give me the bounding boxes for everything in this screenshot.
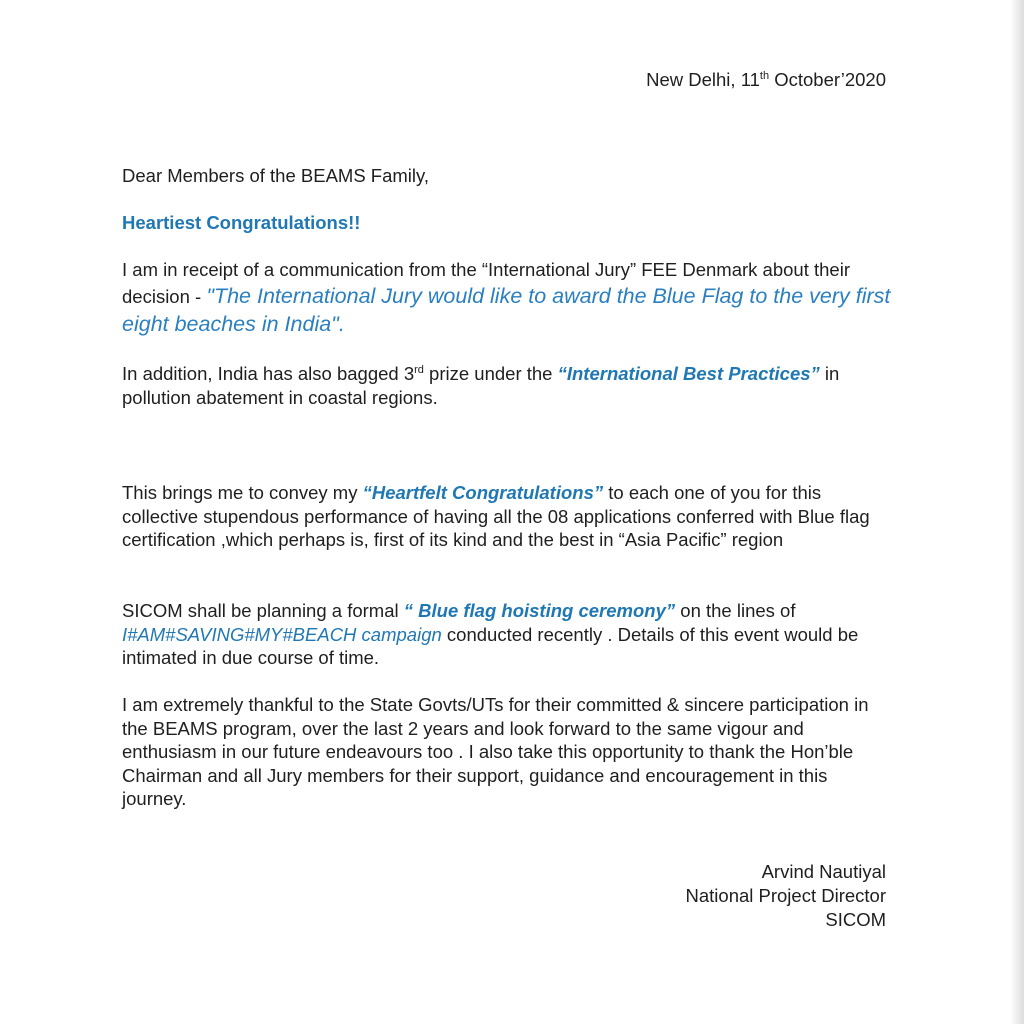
para2-text-c: in pollution abatement in coastal regions. — [122, 363, 840, 408]
date-superscript: th — [759, 70, 770, 82]
best-practices-highlight: “International Best Practices” — [557, 363, 820, 384]
para2-text-b: prize under the — [423, 363, 558, 384]
para1-text: I am in receipt of a communication from the “International Jury” FEE Denmark about their decision - — [122, 259, 850, 307]
paragraph-heartfelt — [122, 481, 892, 552]
signature-block — [686, 860, 887, 932]
para3-text-b: to each one of you for this collective stupendous performance of having all the 08 applications conferred with Blue flag certification ,which perhaps is, first of its kind and the best in “Asia Pacific” region — [122, 482, 870, 550]
page-edge-shadow — [1010, 0, 1024, 1024]
para3-text-a: This brings me to convey my — [122, 482, 363, 503]
paragraph-jury-decision — [122, 258, 892, 338]
letter-date — [646, 68, 886, 92]
para4-text-a: SICOM shall be planning a formal — [122, 600, 404, 621]
date-suffix: October’2020 — [769, 69, 886, 90]
salutation: Dear Members of the BEAMS Family, — [122, 165, 430, 186]
paragraph-thanks: I am extremely thankful to the State Govts/UTs for their committed & sincere participation in the BEAMS program, over the last 2 years and look forward to the same vigour and enthusiasm in our future endeavours too . I also take this opportunity to thank the Hon’ble Chairman and all Jury members for their support, guidance and encouragement in this journey. — [122, 694, 869, 809]
para4-text-b: on the lines of — [675, 600, 796, 621]
signatory-organization: SICOM — [825, 909, 886, 930]
jury-quote: "The International Jury would like to award the Blue Flag to the very first eight beaches in India". — [122, 283, 891, 336]
para2-superscript: rd — [414, 364, 424, 376]
heartfelt-highlight: “Heartfelt Congratulations” — [362, 482, 604, 503]
signatory-title: National Project Director — [685, 885, 886, 906]
para2-text-a: In addition, India has also bagged 3 — [122, 363, 415, 384]
signatory-name: Arvind Nautiyal — [761, 861, 886, 882]
campaign-highlight: I#AM#SAVING#MY#BEACH campaign — [122, 623, 442, 645]
para4-text-c: conducted recently . Details of this event would be intimated in due course of time. — [122, 623, 859, 668]
paragraph-third-prize — [122, 362, 892, 409]
date-prefix: New Delhi, 11 — [646, 69, 760, 90]
congratulations-heading: Heartiest Congratulations!! — [122, 212, 361, 233]
paragraph-ceremony — [122, 599, 892, 670]
ceremony-highlight: “ Blue flag hoisting ceremony” — [403, 600, 676, 621]
